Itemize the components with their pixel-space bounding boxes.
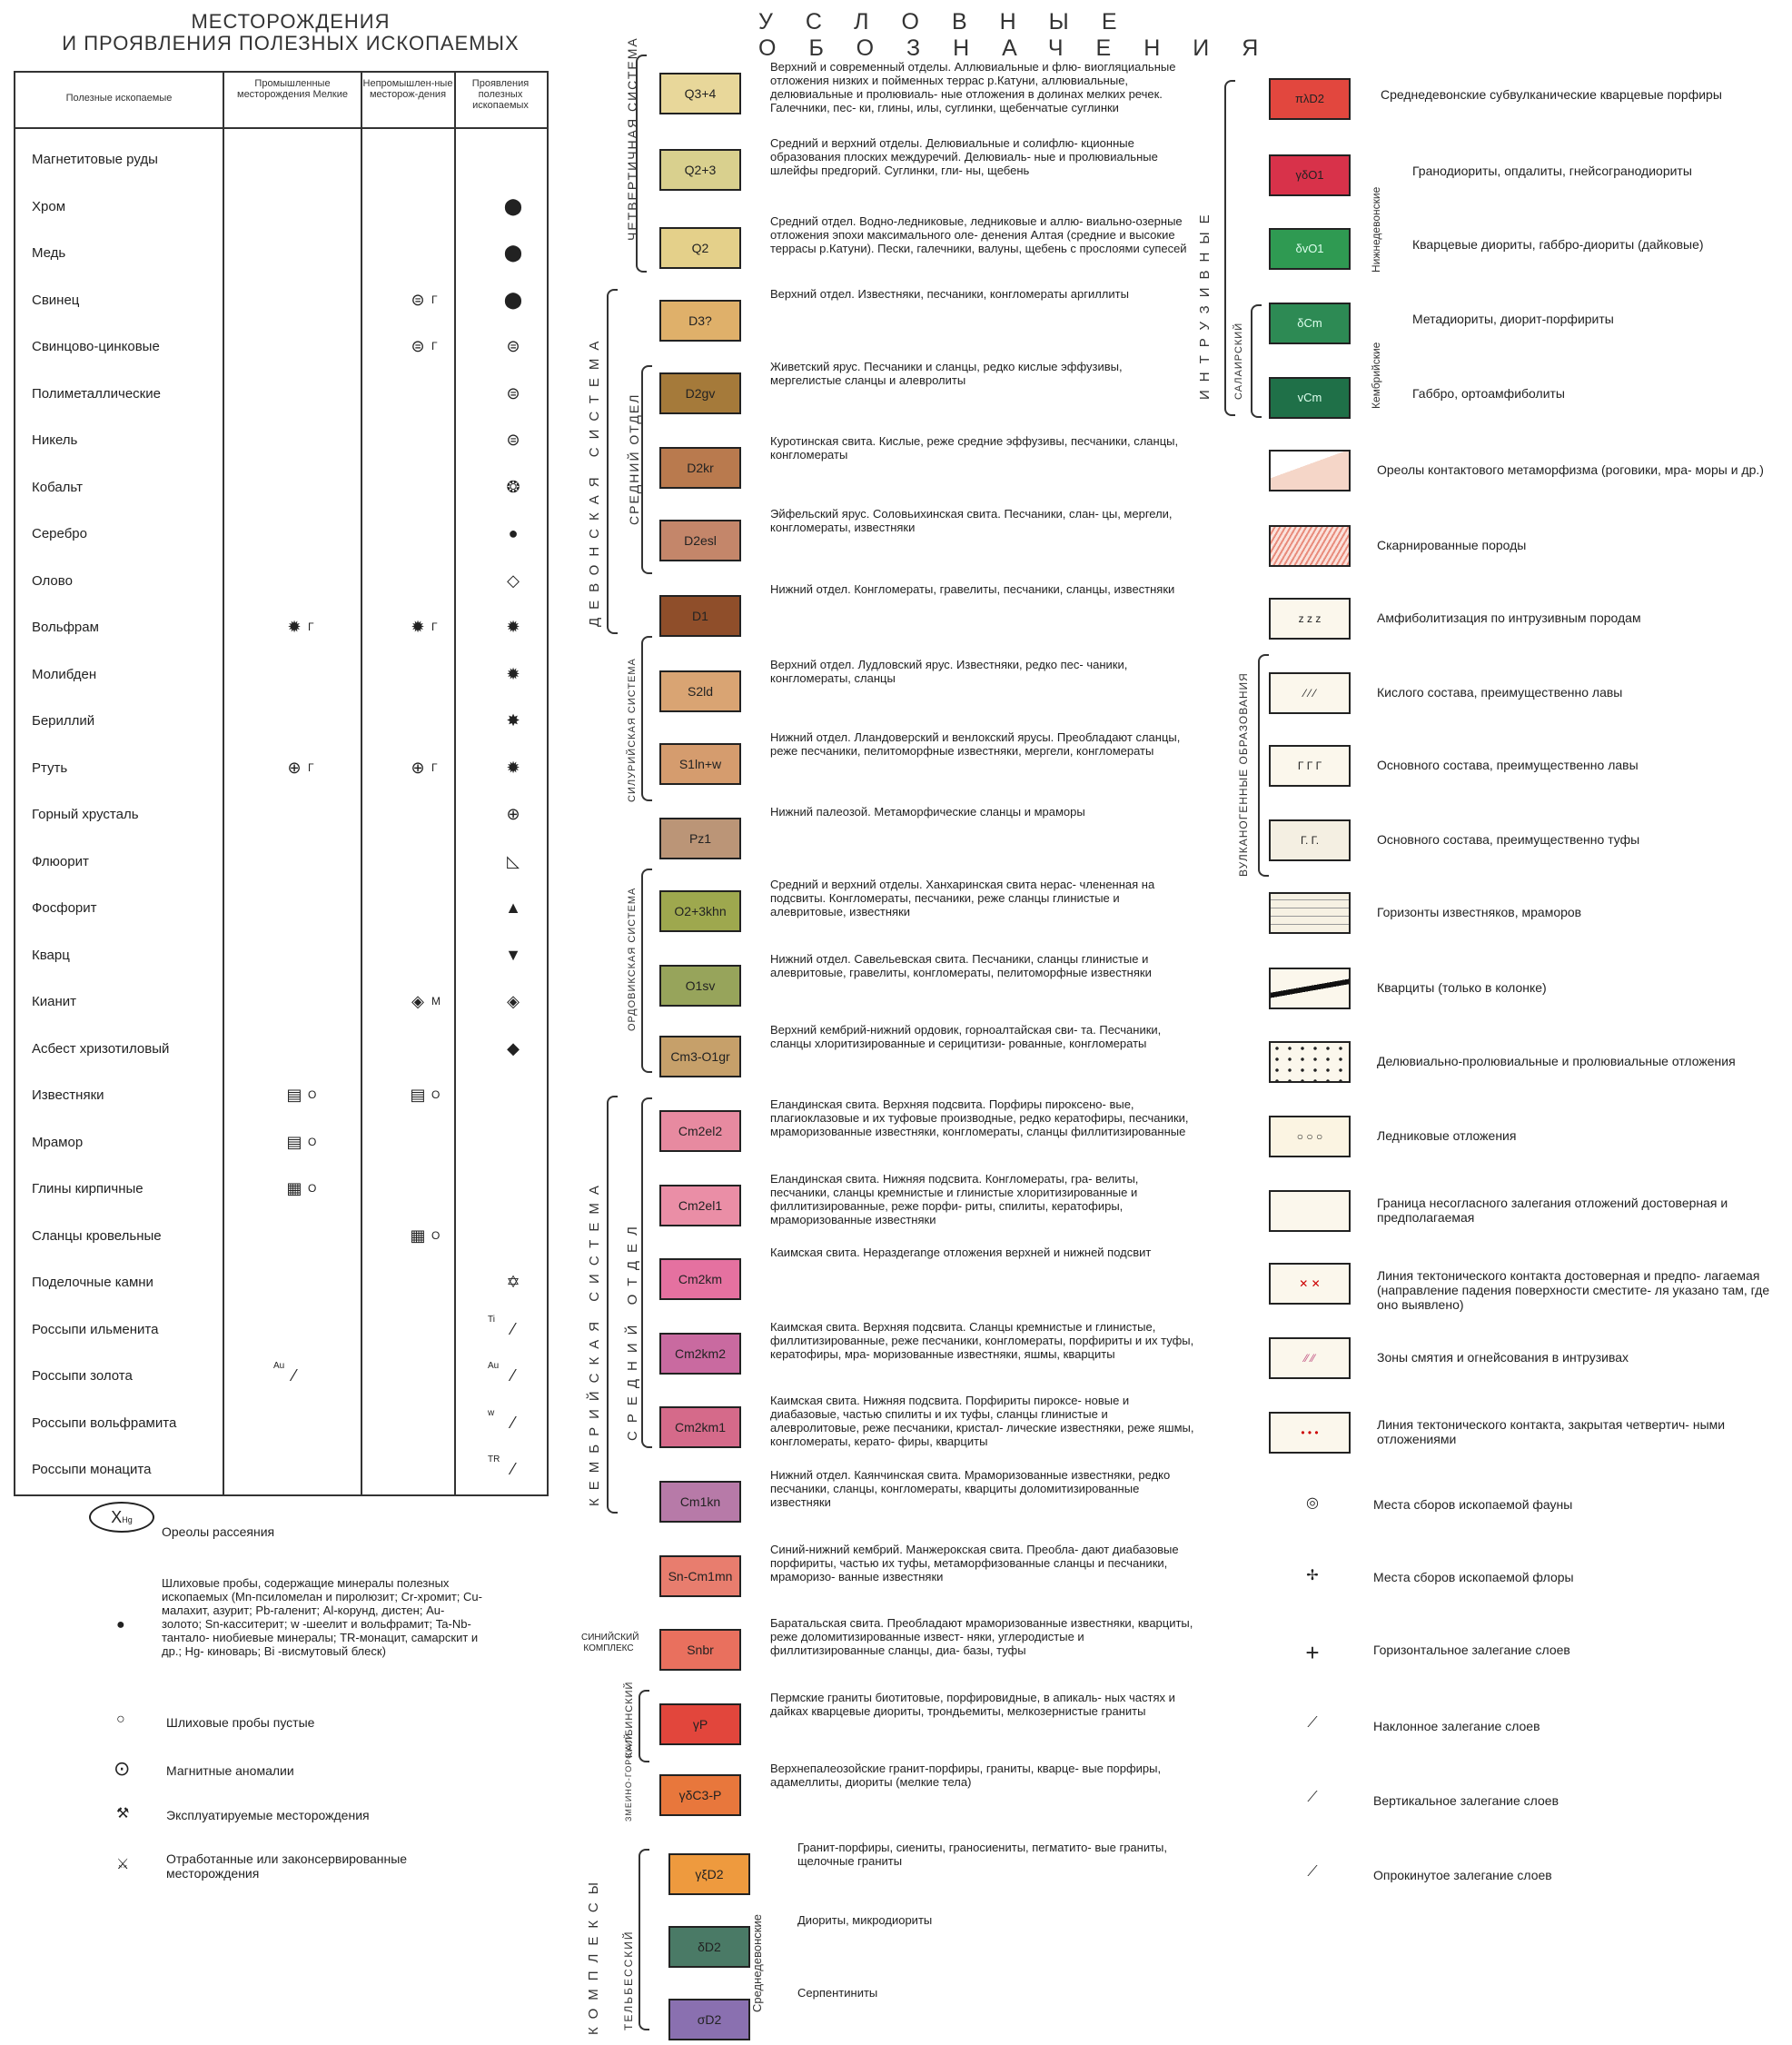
strat-unit-swatch: Pz1 [659, 818, 741, 859]
pattern-swatch: ✕ ✕ [1269, 1263, 1351, 1305]
deposit-tag: О [308, 1182, 317, 1195]
label-complexes: КОМПЛЕКСЫ [586, 1873, 601, 2035]
table-row [15, 885, 547, 931]
strat-unit-description: Верхний отдел. Лудловский ярус. Известняки, редко пес- чаники, конгломераты, сланцы [770, 658, 1128, 685]
strat-unit-swatch: Q2+3 [659, 149, 741, 191]
nonindustrial-deposit-icon: ⊜ [411, 290, 425, 309]
intrusion-description: Среднедевонские субвулканические кварцевые порфиры [1381, 87, 1722, 102]
mineral-name: Россыпи монацита [32, 1462, 152, 1477]
intrusion-description: Габбро, ортоамфиболиты [1412, 386, 1565, 401]
deposit-tag: О [308, 1135, 317, 1148]
horizontal-bedding-icon: + [1305, 1639, 1320, 1666]
strat-unit-description: Нижний отдел. Конгломераты, гравелиты, песчаники, сланцы, известняки [770, 582, 1175, 596]
strat-unit-description: Каимская свита. Нераздеrange отложения верхней и нижней подсвит [770, 1246, 1152, 1259]
bracket-volcanic [1258, 654, 1269, 877]
strat-unit-description: Средний и верхний отделы. Ханхаринская свита нерас- члененная на подсвиты. Конгломераты, песчаники, реже сланцы глинистые и алевритовые, известняки [770, 878, 1155, 918]
strat-unit-swatch: Q3+4 [659, 73, 741, 114]
deposit-tag: Г [431, 620, 438, 633]
element-tag: TR [488, 1454, 500, 1464]
strat-unit-description: Баратальская свита. Преобладают мраморизованные известняки, кварциты, реже доломитизированные извест- няки, углеродистые и филлитизированные сланцы, диа- базы, туфы [770, 1616, 1193, 1657]
vertical-bedding-icon: ⟋ [1307, 1790, 1318, 1805]
strat-unit-swatch: O1sv [659, 965, 741, 1007]
mineral-name: Флюорит [32, 853, 89, 869]
hammer-pick-icon: ⚒ [116, 1806, 130, 1822]
label-volcanic: ВУЛКАНОГЕННЫЕ ОБРАЗОВАНИЯ [1237, 672, 1250, 877]
mineral-name: Мрамор [32, 1134, 84, 1150]
table-row [15, 511, 547, 557]
label-devonian: ДЕВОНСКАЯ СИСТЕМА [587, 333, 602, 627]
strat-unit-swatch: D3? [659, 300, 741, 342]
intrusion-description: Гранодиориты, опдалиты, гнейсогранодиориты [1412, 164, 1692, 178]
symbol-description: Наклонное залегание слоев [1373, 1719, 1540, 1733]
pattern-description: Линия тектонического контакта, закрытая четвертич- ными отложениями [1377, 1417, 1726, 1446]
table-row [15, 417, 547, 463]
table-row [15, 1213, 547, 1259]
table-row [15, 1119, 547, 1166]
pattern-description: Основного состава, преимущественно лавы [1377, 758, 1639, 772]
strat-unit-description: Нижний палеозой. Метаморфические сланцы и мраморы [770, 805, 1085, 819]
legend-magnetic-anomalies: Магнитные аномалии [166, 1763, 294, 1778]
nonindustrial-deposit-icon: ⊜ [411, 337, 425, 355]
header-divider [15, 127, 547, 129]
pattern-swatch [1269, 968, 1351, 1009]
mineral-name: Кианит [32, 994, 76, 1009]
pattern-swatch [1269, 892, 1351, 934]
table-row [15, 1306, 547, 1353]
table-row [15, 839, 547, 885]
label-middle-devonian-intrusions: Среднедевонские [750, 1914, 764, 2012]
table-row [15, 323, 547, 370]
deposit-tag: Au [273, 1361, 285, 1371]
strat-unit-description: Синий-нижний кембрий. Манжерокская свита. Преобла- дают диабазовые порфириты, частью их туфы, метаморфизованные сланцы и песчаники, мраморизо- ванные известняки [770, 1543, 1179, 1583]
pattern-swatch [1269, 1190, 1351, 1232]
strat-unit-swatch: Cm2el1 [659, 1185, 741, 1226]
mineral-name: Свинец [32, 292, 80, 308]
manifestation-icon: ⬤ [503, 196, 523, 215]
nonindustrial-deposit-icon: ◈ [411, 992, 424, 1010]
mineral-name: Россыпи золота [32, 1368, 133, 1384]
industrial-deposit-icon: ▤ [286, 1086, 302, 1104]
manifestation-icon: ● [508, 524, 519, 542]
legend-exhausted-deposits: Отработанные или законсервированные месторождения [166, 1851, 408, 1881]
mineral-name: Хром [32, 198, 66, 214]
table-row [15, 1166, 547, 1212]
manifestation-icon: ✸ [506, 711, 520, 730]
strat-unit-description: Пермские граниты биотитовые, порфировидные, в апикаль- ных частях и дайках кварцевые диориты, трондьемиты, мелкозернистые граниты [770, 1691, 1175, 1718]
label-intrusive: ИНТРУЗИВНЫЕ [1197, 206, 1213, 400]
label-kalba: КАЛБИНСКИЙ [624, 1681, 635, 1758]
mineral-name: Серебро [32, 526, 87, 541]
mineral-name: Россыпи вольфрамита [32, 1415, 177, 1431]
table-row [15, 1446, 547, 1493]
element-tag: w [488, 1407, 495, 1418]
nonindustrial-deposit-icon: ▦ [410, 1226, 426, 1245]
table-row [15, 604, 547, 650]
table-row [15, 698, 547, 744]
mineral-name: Вольфрам [32, 620, 99, 635]
strat-unit-swatch: Q2 [659, 227, 741, 269]
bracket-silurian [641, 636, 652, 801]
bracket-quaternary [636, 55, 647, 273]
intrusion-swatch: δvO1 [1269, 228, 1351, 270]
nonindustrial-deposit-icon: ⊕ [411, 758, 425, 777]
table-row [15, 1259, 547, 1305]
header-minerals: Полезные ископаемые [65, 93, 173, 104]
pattern-description: Делювиально-пролювиальные и пролювиальные отложения [1377, 1054, 1736, 1068]
symbol-description: Горизонтальное залегание слоев [1373, 1643, 1570, 1657]
industrial-deposit-icon: ⊕ [287, 758, 302, 777]
strat-unit-swatch: Cm2km1 [659, 1406, 741, 1448]
label-sinian: СИНИЙСКИЙ КОМПЛЕКС [581, 1633, 639, 1653]
table-row [15, 1353, 547, 1399]
strat-unit-swatch: Snbr [659, 1629, 741, 1671]
manifestation-icon: ⁄ [511, 1319, 515, 1338]
manifestation-icon: ◆ [507, 1038, 520, 1057]
pattern-swatch: Г. Г. [1269, 819, 1351, 861]
pattern-swatch: ○ ○ ○ [1269, 1116, 1351, 1157]
legend-placer-samples: Шлиховые пробы, содержащие минералы полезных ископаемых (Mn-псиломелан и пиролюзит; Cr-хромит; Cu-малахит, азурит; Pb-галенит; Al-корунд, дистен; Au-золото; Sn-касситерит; w -шеелит и вольфрамит; Ta-Nb-тантало- ниобиевые минералы; TR-монацит, самарскит и др.; Hg- киноварь; Bi -висмутовый блеск) [162, 1576, 482, 1658]
intrusion-description: Метадиориты, диорит-порфириты [1412, 312, 1614, 326]
mineral-name: Ртуть [32, 759, 68, 776]
minerals-title-line1: МЕСТОРОЖДЕНИЯ [191, 10, 391, 33]
strat-unit-description: Нижний отдел. Лландоверский и венлокский ярусы. Преобладают сланцы, реже песчаники, пелитоморфные известняки, мергели, конгломераты [770, 730, 1181, 758]
mineral-name: Молибден [32, 666, 97, 682]
symbol-description: Места сборов ископаемой флоры [1373, 1570, 1574, 1584]
strat-unit-description: Каимская свита. Верхняя подсвита. Сланцы кремнистые и глинистые, филлитизированные, реже песчаники, конгломераты, порфириты и их туфы, кератофиры, мра- моризованные известняки, яшмы, кварциты [770, 1320, 1194, 1361]
strat-unit-swatch: σD2 [668, 1999, 750, 2040]
pattern-swatch: ⁄ ⁄ ⁄ [1269, 672, 1351, 714]
minerals-title-line2: И ПРОЯВЛЕНИЯ ПОЛЕЗНЫХ ИСКОПАЕМЫХ [62, 32, 520, 55]
label-silurian: СИЛУРИЙСКАЯ СИСТЕМА [627, 658, 638, 802]
intrusion-swatch: γδO1 [1269, 154, 1351, 196]
bracket-salair [1251, 304, 1262, 418]
pattern-description: Зоны смятия и огнейсования в интрузивах [1377, 1350, 1629, 1365]
manifestation-icon: ⊜ [506, 431, 520, 449]
pattern-description: Амфиболитизация по интрузивным породам [1377, 611, 1641, 625]
pattern-description: Основного состава, преимущественно туфы [1377, 832, 1640, 847]
mineral-name: Бериллий [32, 713, 95, 729]
fauna-site-icon: ◎ [1306, 1495, 1319, 1511]
strat-unit-description: Диориты, микродиориты [797, 1913, 933, 1927]
strat-unit-swatch: D2esl [659, 520, 741, 561]
table-row [15, 651, 547, 698]
manifestation-icon: ⬤ [503, 243, 523, 262]
manifestation-icon: ⁄ [511, 1413, 515, 1432]
strat-unit-swatch: Cm2km2 [659, 1333, 741, 1375]
manifestation-icon: ◇ [507, 571, 520, 590]
industrial-deposit-icon: ▤ [286, 1132, 302, 1151]
label-zmeino: ЗМЕИНО-ГОРСКИЙ [624, 1732, 633, 1822]
table-row [15, 1072, 547, 1118]
symbol-description: Опрокинутое залегание слоев [1373, 1868, 1552, 1882]
intrusion-description: Кварцевые диориты, габбро-диориты (дайковые) [1412, 237, 1704, 252]
label-quaternary: ЧЕТВЕРТИЧНАЯ СИСТЕМА [625, 36, 639, 241]
nonindustrial-deposit-icon: ✹ [411, 618, 425, 636]
pattern-description: Кварциты (только в колонке) [1377, 980, 1547, 995]
strat-unit-swatch: D2kr [659, 447, 741, 489]
mineral-name: Полиметаллические [32, 385, 161, 402]
strat-unit-description: Верхний отдел. Известняки, песчаники, конгломераты аргиллиты [770, 287, 1129, 301]
manifestation-icon: ⊕ [506, 805, 520, 823]
strat-unit-description: Живетский ярус. Песчаники и сланцы, редко кислые эффузивы, мергелистые сланцы и алевролиты [770, 360, 1123, 387]
strat-unit-description: Каимская свита. Нижняя подсвита. Порфириты пироксе- новые и диабазовые, частью спилиты и их туфы, сланцы глинистые и алевролитовые, реже песчаники, кристал- лические известняки, реже яшмы, конгломераты, керато- фиры, кварциты [770, 1394, 1194, 1448]
legend-operated-deposits: Эксплуатируемые месторождения [166, 1808, 370, 1822]
strat-unit-description: Еландинская свита. Верхняя подсвита. Порфиры пироксено- вые, плагиоклазовые и их туфовые производные, редко кератофиры, песчаники, мраморизованные известняки, конгломераты, сланцы филлитизированные [770, 1097, 1189, 1138]
industrial-deposit-icon: ✹ [287, 618, 302, 636]
manifestation-icon: ⊜ [506, 337, 520, 355]
manifestation-icon: ⁄ [511, 1366, 515, 1385]
strat-unit-description: Куротинская свита. Кислые, реже средние эффузивы, песчаники, сланцы, конгломераты [770, 434, 1179, 462]
label-middle-devonian: СРЕДНИЙ ОТДЕЛ [627, 392, 641, 525]
element-tag: Au [488, 1361, 500, 1371]
pattern-swatch: z z z [1269, 598, 1351, 640]
strat-unit-description: Верхний и современный отделы. Аллювиальные и флю- виогляциальные отложения низких и пойменных террас р.Катуни, аллювиальные, делювиальные и пролювиаль- ные отложения в долинах мелких речек. Галечники, пес- ки, глины, илы, суглинки, щебенчатые суглинки [770, 60, 1176, 114]
label-ordovician: ОРДОВИКСКАЯ СИСТЕМА [627, 887, 638, 1031]
strat-unit-swatch: S2ld [659, 670, 741, 712]
strat-unit-swatch: Cm2km [659, 1258, 741, 1300]
mineral-name: Сланцы кровельные [32, 1227, 162, 1244]
mineral-name: Фосфорит [32, 900, 97, 916]
mineral-name: Никель [32, 432, 78, 448]
table-row [15, 932, 547, 978]
table-row [15, 136, 547, 183]
overturned-bedding-icon: ⟋ [1307, 1864, 1318, 1880]
mineral-name: Глины кирпичные [32, 1181, 144, 1196]
bracket-cambrian [607, 1096, 618, 1514]
strat-unit-swatch: S1ln+w [659, 743, 741, 785]
bracket-devonian [607, 289, 618, 634]
table-row [15, 230, 547, 276]
legend-title: УСЛОВНЫЕ ОБОЗНАЧЕНИЯ [758, 9, 1292, 61]
strat-unit-swatch: Cm3-O1gr [659, 1036, 741, 1077]
empty-circle-icon: ○ [116, 1712, 125, 1727]
deposit-tag: Г [308, 760, 314, 774]
legend-empty-samples: Шлиховые пробы пустые [166, 1715, 315, 1730]
pattern-swatch [1269, 1041, 1351, 1083]
deposit-tag: Г [431, 293, 438, 306]
header-nonindustrial: Непромышлен-ные месторож-дения [362, 78, 453, 100]
table-row [15, 978, 547, 1025]
table-row [15, 558, 547, 604]
deposit-tag: Г [431, 340, 438, 352]
manifestation-icon: ▼ [505, 945, 521, 964]
bracket-ordovician [641, 869, 652, 1073]
pattern-description: Горизонты известняков, мраморов [1377, 905, 1582, 919]
label-lower-devonian: Нижнедевонские [1370, 186, 1382, 273]
manifestation-icon: ✡ [506, 1273, 520, 1291]
deposit-tag: М [431, 995, 441, 1008]
strat-unit-swatch: γP [659, 1703, 741, 1745]
manifestation-icon: ◺ [507, 851, 520, 870]
mineral-name: Горный хрусталь [32, 807, 139, 822]
pattern-description: Ледниковые отложения [1377, 1128, 1517, 1143]
element-tag: Ti [488, 1314, 495, 1325]
dot-icon: ● [116, 1617, 125, 1633]
manifestation-icon: ◈ [507, 992, 520, 1010]
header-manifestations: Проявления полезных ископаемых [471, 78, 530, 111]
bracket-telbes [639, 1849, 649, 2030]
mineral-name: Олово [32, 572, 73, 589]
table-row [15, 1400, 547, 1446]
strat-unit-swatch: D1 [659, 595, 741, 637]
symbol-description: Места сборов ископаемой фауны [1373, 1497, 1573, 1512]
strat-unit-description: Верхний кембрий-нижний ордовик, горноалтайская сви- та. Песчаники, сланцы хлоритизированные и серицитизи- рованные, конгломераты [770, 1023, 1162, 1050]
strat-unit-description: Еландинская свита. Нижняя подсвита. Конгломераты, гра- велиты, песчаники, сланцы кремнистые и глинистые хлоритизированные и филлитизированные, реже порфи- риты, спилиты, кератофиры, мраморизованные известняки [770, 1172, 1139, 1226]
pattern-description: Скарнированные породы [1377, 538, 1527, 552]
industrial-deposit-icon: ▦ [286, 1179, 302, 1197]
table-row [15, 745, 547, 791]
pattern-swatch [1269, 525, 1351, 567]
manifestation-icon: ✹ [506, 758, 520, 777]
mineral-name: Поделочные камни [32, 1275, 153, 1290]
bracket-middle-devonian [641, 365, 652, 574]
mineral-name: Свинцово-цинковые [32, 339, 160, 354]
strat-unit-description: Средний и верхний отделы. Делювиальные и солифлю- кционные образования плоских междуречий. Делювиаль- ные и пролювиальные шлейфы предгорий. Суглинки, гли- ны, щебень [770, 136, 1158, 177]
dispersion-halo-icon: XHg [89, 1502, 154, 1533]
strat-unit-swatch: O2+3khn [659, 890, 741, 932]
industrial-deposit-icon: ⁄ [292, 1366, 296, 1385]
nonindustrial-deposit-icon: ▤ [410, 1086, 426, 1104]
inclined-bedding-icon: ⟋ [1307, 1715, 1318, 1731]
minerals-table [14, 71, 549, 1496]
strat-unit-description: Гранит-порфиры, сиениты, граносиениты, пегматито- вые граниты, щелочные граниты [797, 1841, 1167, 1868]
strat-unit-description: Нижний отдел. Савельевская свита. Песчаники, сланцы глинистые и алевритовые, гравелиты, конгломераты, пелитоморфные известняки [770, 952, 1152, 979]
mineral-name: Россыпи ильменита [32, 1321, 159, 1337]
label-middle-cambrian: СРЕДНИЙ ОТДЕЛ [625, 1218, 640, 1441]
mineral-name: Магнетитовые руды [32, 152, 158, 167]
symbol-description: Вертикальное залегание слоев [1373, 1793, 1559, 1808]
manifestation-icon: ⊜ [506, 383, 520, 402]
mineral-name: Кобальт [32, 479, 83, 495]
header-industrial: Промышленные месторождения Мелкие [237, 78, 348, 100]
flora-site-icon: ✢ [1306, 1568, 1319, 1583]
deposit-tag: Г [308, 620, 314, 633]
manifestation-icon: ❂ [506, 477, 520, 496]
label-cambrian-intrusions: Кембрийские [1370, 342, 1382, 409]
deposit-tag: О [431, 1228, 441, 1242]
pattern-description: Ореолы контактового метаморфизма (роговики, мра- моры и др.) [1377, 462, 1764, 477]
pattern-description: Граница несогласного залегания отложений достоверная и предполагаемая [1377, 1196, 1728, 1225]
mineral-name: Известняки [32, 1087, 104, 1103]
manifestation-icon: ▲ [505, 898, 521, 917]
intrusion-swatch: πλD2 [1269, 78, 1351, 120]
strat-unit-swatch: Sn-Cm1mn [659, 1555, 741, 1597]
magnetic-anomaly-icon: ⊙ [114, 1757, 131, 1780]
strat-unit-swatch: Cm2el2 [659, 1110, 741, 1152]
manifestation-icon: ⁄ [511, 1460, 515, 1478]
strat-unit-description: Эйфельский ярус. Соловьихинская свита. Песчаники, слан- цы, мергели, конгломераты, известняки [770, 507, 1173, 534]
manifestation-icon: ⬤ [503, 290, 523, 309]
strat-unit-swatch: δD2 [668, 1926, 750, 1968]
deposit-tag: О [431, 1088, 441, 1101]
strat-unit-description: Средний отдел. Водно-ледниковые, ледниковые и аллю- виально-озерные отложения эпохи максимального оле- денения Алтая (средние и высокие террасы р.Катуни). Пески, галечники, валуны, щебень с прослоями супесей [770, 214, 1187, 255]
pattern-description: Кислого состава, преимущественно лавы [1377, 685, 1623, 700]
intrusion-swatch: vCm [1269, 377, 1351, 419]
table-row [15, 184, 547, 230]
strat-unit-description: Нижний отдел. Каянчинская свита. Мраморизованные известняки, редко песчаники, сланцы, конгломераты, кварциты доломитизированные известняки [770, 1468, 1171, 1509]
manifestation-icon: ✹ [506, 664, 520, 683]
crossed-pick-icon: ⚔ [116, 1857, 130, 1872]
table-row [15, 791, 547, 838]
deposit-tag: Г [431, 760, 438, 774]
pattern-description: Линия тектонического контакта достоверная и предпо- лагаемая (направление падения поверхности сместите- ля указано там, где оно выявлено) [1377, 1268, 1770, 1312]
pattern-swatch: Г Г Г [1269, 745, 1351, 787]
mineral-name: Медь [32, 245, 66, 261]
intrusion-swatch: δCm [1269, 303, 1351, 344]
table-row [15, 1026, 547, 1072]
strat-unit-description: Верхнепалеозойские гранит-порфиры, граниты, кварце- вые порфиры, адамеллиты, диориты (мелкие тела) [770, 1762, 1162, 1789]
minerals-title [18, 11, 563, 55]
strat-unit-swatch: γδC3-P [659, 1774, 741, 1816]
strat-unit-description: Серпентиниты [797, 1986, 878, 2000]
table-row [15, 277, 547, 323]
mineral-name: Асбест хризотиловый [32, 1040, 170, 1057]
label-salair: САЛАИРСКИЙ [1233, 322, 1244, 400]
mineral-name: Кварц [32, 947, 70, 963]
bracket-kalba [639, 1690, 649, 1762]
pattern-swatch [1269, 450, 1351, 491]
label-cambrian: КЕМБРИЙСКАЯ СИСТЕМА [587, 1177, 602, 1506]
strat-unit-swatch: Cm1kn [659, 1481, 741, 1523]
strat-unit-swatch: D2gv [659, 372, 741, 414]
pattern-swatch: ⁄⁄ ⁄⁄ [1269, 1337, 1351, 1379]
legend-dispersion-halo: Ореолы рассеяния [162, 1524, 275, 1539]
bracket-middle-cambrian [641, 1097, 652, 1448]
deposit-tag: О [308, 1088, 317, 1101]
table-row [15, 371, 547, 417]
table-row [15, 464, 547, 511]
strat-unit-swatch: γξD2 [668, 1853, 750, 1895]
manifestation-icon: ✹ [506, 618, 520, 636]
pattern-swatch: • • • [1269, 1412, 1351, 1454]
label-telbes: ТЕЛЬБЕССКИЙ [622, 1930, 635, 2030]
